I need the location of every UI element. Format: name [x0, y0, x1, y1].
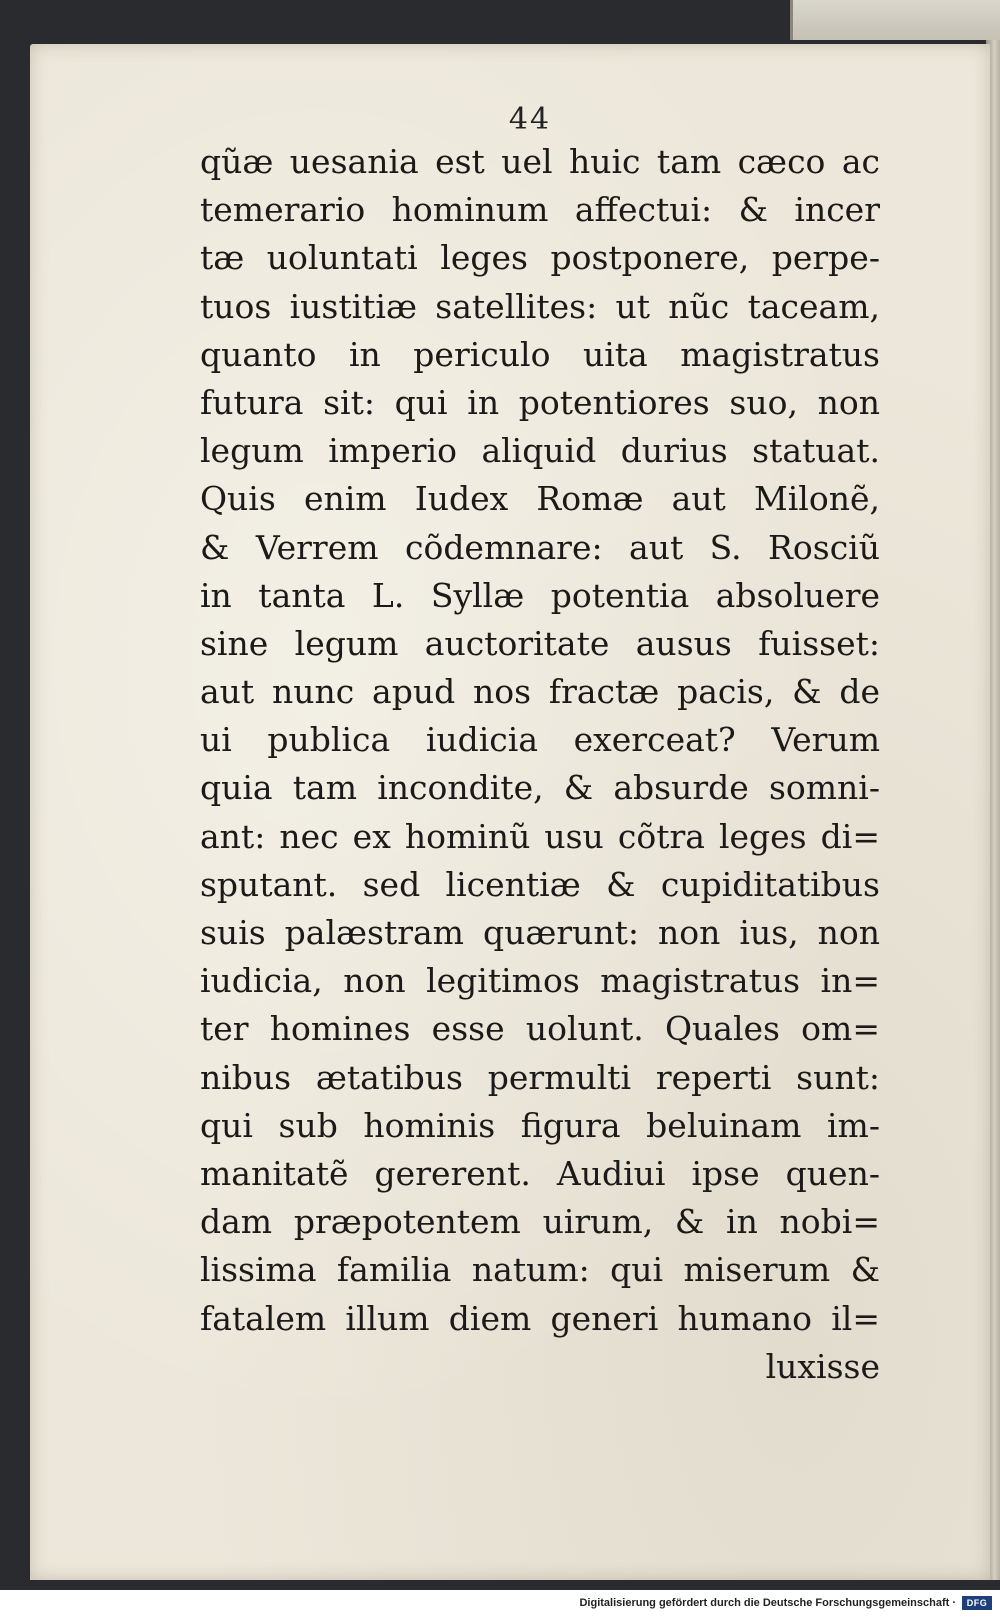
text-line: ui publica iudicia exerceat? Verum	[200, 720, 880, 760]
text-line: fatalem illum diem generi humano il=	[200, 1298, 880, 1338]
body-text	[200, 138, 880, 1391]
text-line: sine legum auctoritate ausus fuisset:	[200, 623, 880, 663]
text-line: in tanta L. Syllæ potentia absoluere	[200, 575, 880, 615]
text-line: suis palæstram quærunt: non ius, non	[200, 913, 880, 952]
text-line: tæ uoluntati leges postponere, perpe-	[200, 238, 880, 278]
text-line: qũæ uesania est uel huic tam cæco ac	[200, 142, 880, 181]
text-line: & Verrem cõdemnare: aut S. Rosciũ	[200, 527, 880, 567]
text-line: manitatẽ gererent. Audiui ipse quen-	[200, 1153, 880, 1193]
text-line: quia tam incondite, & absurde somni-	[200, 768, 880, 808]
text-line: futura sit: qui in potentiores suo, non	[200, 382, 880, 422]
text-line: ant: nec ex hominũ usu cõtra leges di=	[200, 816, 880, 856]
text-line: ter homines esse uolunt. Quales om=	[200, 1009, 880, 1049]
text-line: temerario hominum affectui: & incer	[200, 190, 880, 230]
dfg-logo: DFG	[962, 1596, 992, 1610]
text-line: quanto in periculo uita magistratus	[200, 334, 880, 374]
text-line: tuos iustitiæ satellites: ut nũc taceam,	[200, 286, 880, 326]
text-line: Quis enim Iudex Romæ aut Milonẽ,	[200, 479, 880, 519]
text-line: sputant. sed licentiæ & cupiditatibus	[200, 864, 880, 904]
text-line: aut nunc apud nos fractæ pacis, & de	[200, 672, 880, 712]
text-line: dam præpotentem uirum, & in nobi=	[200, 1202, 880, 1242]
text-line: luxisse	[765, 1346, 880, 1386]
text-line: legum imperio aliquid durius statuat.	[200, 431, 880, 471]
page-number: 44	[508, 102, 552, 137]
text-line: qui sub hominis figura beluinam im-	[200, 1105, 880, 1145]
text-line: lissima familia natum: qui miserum &	[200, 1250, 880, 1290]
text-line: iudicia, non legitimos magistratus in=	[200, 961, 880, 1001]
next-page-edge	[790, 0, 1000, 40]
footer-bar	[0, 1590, 1000, 1617]
funding-credit: Digitalisierung gefördert durch die Deutsche Forschungsgemeinschaft ·	[579, 1597, 956, 1609]
text-line: nibus ætatibus permulti reperti sunt:	[200, 1057, 880, 1097]
